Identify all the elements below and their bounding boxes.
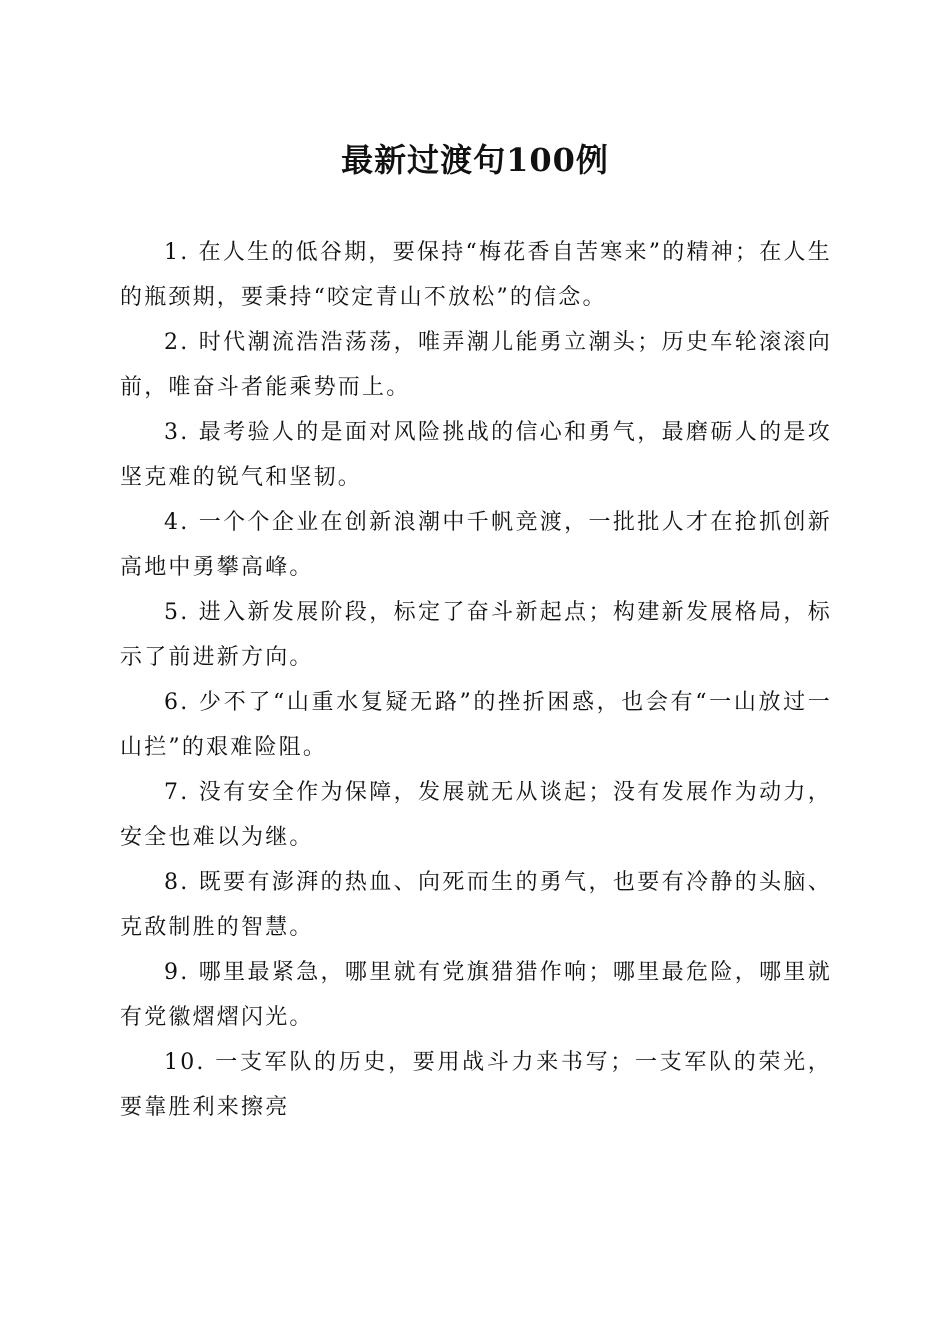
- list-item: 2. 时代潮流浩浩荡荡，唯弄潮儿能勇立潮头；历史车轮滚滚向前，唯奋斗者能乘势而上。: [120, 330, 832, 400]
- page-title: 最新过渡句100例: [341, 141, 609, 179]
- document-body: [120, 230, 832, 1130]
- list-item: 6. 少不了“山重水复疑无路”的挫折困惑，也会有“一山放过一山拦”的艰难险阻。: [120, 690, 832, 760]
- list-item: 3. 最考验人的是面对风险挑战的信心和勇气，最磨砺人的是攻坚克难的锐气和坚韧。: [120, 420, 832, 490]
- list-item: 7. 没有安全作为保障，发展就无从谈起；没有发展作为动力，安全也难以为继。: [120, 780, 832, 850]
- list-item: 5. 进入新发展阶段，标定了奋斗新起点；构建新发展格局，标示了前进新方向。: [120, 600, 832, 670]
- list-item: 8. 既要有澎湃的热血、向死而生的勇气，也要有冷静的头脑、克敌制胜的智慧。: [120, 870, 832, 940]
- list-item: 1. 在人生的低谷期，要保持“梅花香自苦寒来”的精神；在人生的瓶颈期，要秉持“咬定青山不放松”的信念。: [120, 240, 832, 310]
- list-item: 9. 哪里最紧急，哪里就有党旗猎猎作响；哪里最危险，哪里就有党徽熠熠闪光。: [120, 960, 832, 1030]
- list-item: 4. 一个个企业在创新浪潮中千帆竞渡，一批批人才在抢抓创新高地中勇攀高峰。: [120, 510, 832, 580]
- list-item: 10. 一支军队的历史，要用战斗力来书写；一支军队的荣光，要靠胜利来擦亮: [120, 1050, 832, 1120]
